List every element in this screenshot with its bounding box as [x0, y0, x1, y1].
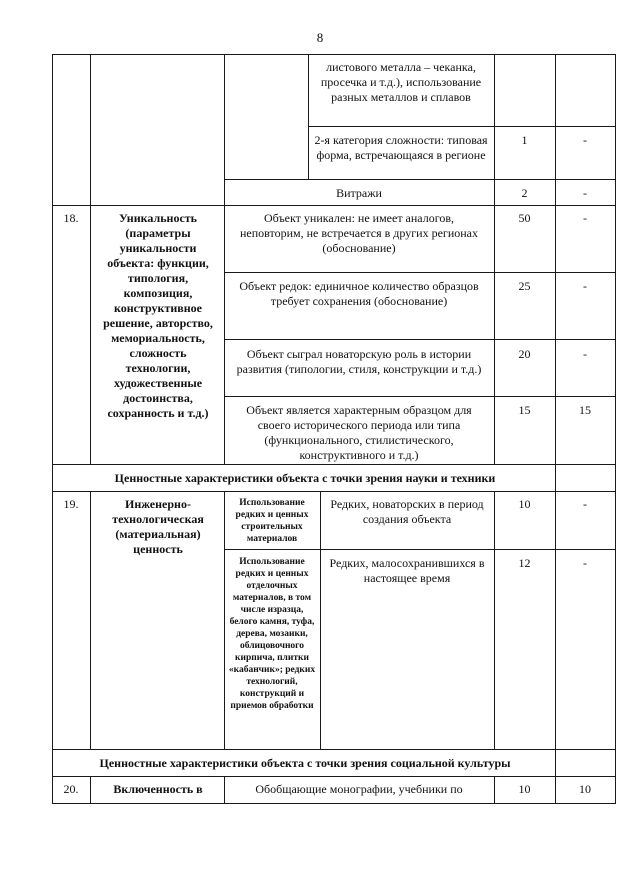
table-line	[52, 803, 615, 804]
row-18-item-1-value: -	[583, 211, 587, 225]
row-19-sub-1: Использование редких и ценных строительных материалов	[235, 498, 309, 544]
row-19-criterion: Инженерно-технологическая (материальная) ценность	[112, 497, 204, 556]
section-social-heading: Ценностные характеристики объекта с точки зрения социальной культуры	[99, 756, 511, 770]
page-number: 8	[316, 30, 324, 45]
table-line	[52, 54, 53, 804]
row-19-sub-1-value: -	[583, 497, 587, 511]
row-20-criterion: Включенность в	[113, 782, 203, 796]
row-19-sub-2: Использование редких и ценных отделочных материалов, в том числе изразца, белого камня, туфа, дерева, мозаики, облицовочного кирпича, плитки «кабанчик»; редких технологий, конструкций и приемов обработки	[228, 557, 316, 711]
row-18-item-2-text: Объект редок: единичное количество образцов требует сохранения (обоснование)	[239, 279, 479, 308]
table-line	[224, 339, 615, 340]
row-20-number: 20.	[63, 782, 79, 796]
table-line	[320, 491, 321, 750]
table-line	[52, 54, 615, 55]
table-line	[308, 126, 615, 127]
table-line	[90, 491, 91, 750]
table-line	[224, 272, 615, 273]
table-line	[52, 491, 615, 492]
table-line	[52, 749, 615, 750]
row-18-item-2-value: -	[583, 279, 587, 293]
row-19-sub-1-text: Редких, новаторских в период создания объекта	[330, 497, 484, 526]
cell-cat2-value: -	[583, 133, 587, 147]
row-18-item-4-text: Объект является характерным образцом для своего исторического периода или типа (функционального, стилистического, конструктивного и т.д.)	[246, 403, 472, 462]
row-18-item-3-score: 20	[518, 347, 531, 361]
row-19-sub-2-text: Редких, малосохранившихся в настоящее время	[329, 556, 485, 585]
row-18-item-1-text: Объект уникален: не имеет аналогов, неповторим, не встречается в других регионах (обоснование)	[239, 211, 479, 255]
cell-metal-text: листового металла – чеканка, просечка и т.д.), использование разных металлов и сплавов	[320, 60, 482, 104]
cell-vitrazhi-score: 2	[521, 186, 528, 200]
table-line	[224, 179, 615, 180]
row-18-item-3-text: Объект сыграл новаторскую роль в истории развития (типологии, стиля, конструкции и т.д.)	[236, 347, 482, 376]
table-line	[224, 776, 225, 804]
table-line	[90, 776, 91, 804]
table-line	[224, 491, 225, 750]
row-18-item-1-score: 50	[518, 211, 531, 225]
row-18-number: 18.	[63, 211, 79, 225]
table-line	[308, 54, 309, 180]
row-18-item-2-score: 25	[518, 279, 531, 293]
row-18-item-3-value: -	[583, 347, 587, 361]
table-line	[224, 54, 225, 465]
row-18-item-4-value: 15	[579, 403, 591, 417]
row-18-item-4-score: 15	[518, 403, 531, 417]
row-19-number: 19.	[63, 497, 79, 511]
cell-cat2-score: 1	[521, 133, 528, 147]
table-line	[90, 54, 91, 465]
row-20-score: 10	[518, 782, 531, 796]
row-19-sub-2-value: -	[583, 556, 587, 570]
table-line	[52, 205, 615, 206]
cell-cat2-text: 2-я категория сложности: типовая форма, встречающаяся в регионе	[314, 133, 488, 162]
table-line	[494, 491, 495, 750]
row-20-text: Обобщающие монографии, учебники по	[255, 782, 463, 796]
cell-vitrazhi-text: Витражи	[336, 186, 382, 200]
row-20-value: 10	[579, 782, 591, 796]
row-19-sub-2-score: 12	[518, 556, 531, 570]
table-line	[52, 776, 615, 777]
table-line	[224, 549, 615, 550]
table-line	[555, 54, 556, 804]
section-science-heading: Ценностные характеристики объекта с точки зрения науки и техники	[114, 471, 496, 485]
table-line	[615, 54, 616, 804]
row-19-sub-1-score: 10	[518, 497, 531, 511]
table-line	[52, 464, 615, 465]
table-line	[224, 396, 615, 397]
cell-vitrazhi-value: -	[583, 186, 587, 200]
row-18-criterion: Уникальность (параметры уникальности объекта: функции, типология, композиция, конструктивное решение, авторство, мемориальность, сложность технологии, художественные достоинства, сохранность и т.д.)	[103, 211, 213, 420]
